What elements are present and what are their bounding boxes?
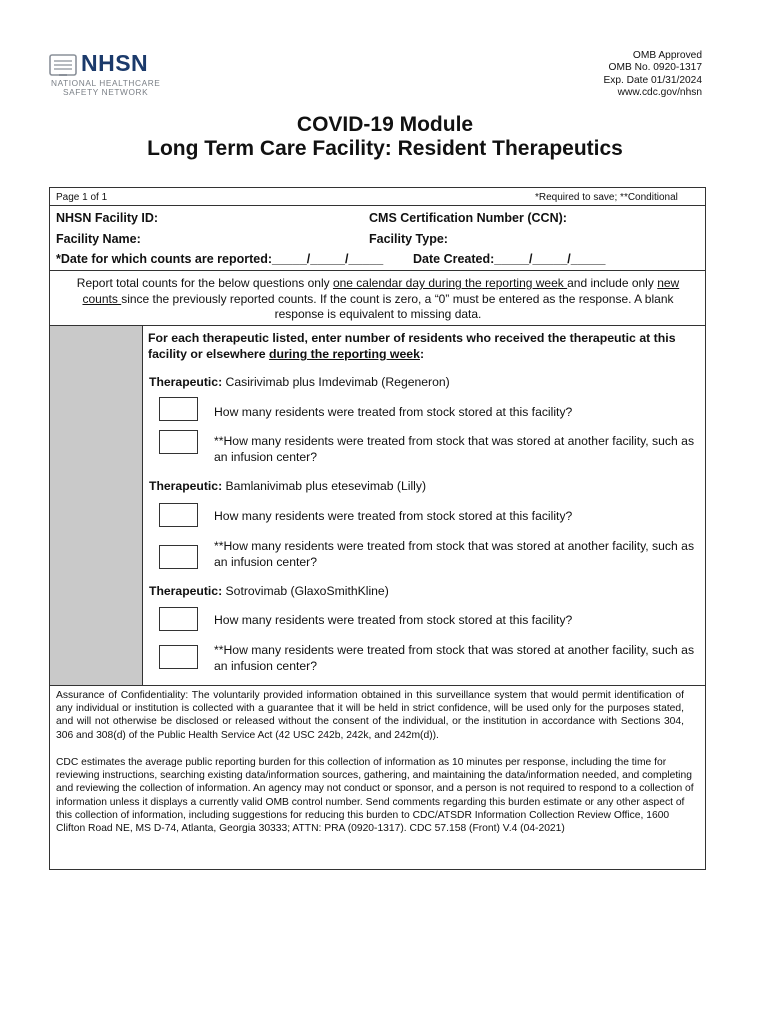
omb-number: OMB No. 0920-1317 bbox=[608, 62, 702, 74]
instructions-text: For each therapeutic listed, enter number of residents who received the therapeutic at this facility or elsewhere bbox=[148, 331, 676, 361]
question-other-facility: **How many residents were treated from stock that was stored at another facility, such as an infusion center? bbox=[214, 643, 695, 673]
count-input-box[interactable] bbox=[159, 503, 198, 527]
count-input-box[interactable] bbox=[159, 607, 198, 631]
date-reported-field[interactable]: *Date for which counts are reported:_____/_____/_____ bbox=[56, 252, 384, 266]
logo-wordmark: NHSN bbox=[81, 50, 149, 76]
divider bbox=[49, 270, 706, 271]
therapeutic-label: Therapeutic: bbox=[149, 584, 226, 598]
omb-info bbox=[603, 50, 702, 99]
question-other-facility: **How many residents were treated from stock that was stored at another facility, such as an infusion center? bbox=[214, 434, 695, 464]
omb-exp-date: Exp. Date 01/31/2024 bbox=[603, 74, 702, 86]
therapeutic-heading bbox=[149, 479, 426, 493]
question-local-stock: How many residents were treated from stock stored at this facility? bbox=[214, 509, 573, 523]
note-underlined: new counts bbox=[82, 276, 680, 306]
note-text: Report total counts for the below questions only bbox=[76, 276, 333, 290]
question-local-stock: How many residents were treated from stock stored at this facility? bbox=[214, 405, 573, 419]
therapeutic-heading bbox=[149, 375, 450, 389]
therapeutic-name: Sotrovimab (GlaxoSmithKline) bbox=[225, 584, 389, 598]
facility-type-field[interactable]: Facility Type: bbox=[369, 232, 448, 246]
facility-name-field[interactable]: Facility Name: bbox=[56, 232, 141, 246]
divider bbox=[49, 205, 706, 206]
omb-approved: OMB Approved bbox=[632, 50, 702, 61]
therapeutic-label: Therapeutic: bbox=[149, 479, 226, 493]
page-number: Page 1 of 1 bbox=[56, 192, 108, 203]
instructions-end: : bbox=[419, 347, 425, 361]
therapeutic-heading bbox=[149, 584, 389, 598]
note-text: since the previously reported counts. If the count is zero, a “0” must be entered as the response. A blank response is equivalent to missing data. bbox=[121, 291, 674, 321]
ccn-field[interactable]: CMS Certification Number (CCN): bbox=[369, 211, 567, 225]
date-created-field[interactable]: Date Created:_____/_____/_____ bbox=[413, 252, 606, 266]
count-input-box[interactable] bbox=[159, 645, 198, 669]
grey-margin-column bbox=[50, 326, 143, 685]
count-input-box[interactable] bbox=[159, 397, 198, 421]
therapeutic-label: Therapeutic: bbox=[149, 375, 226, 389]
nhsn-logo bbox=[49, 52, 179, 98]
omb-url[interactable]: www.cdc.gov/nhsn bbox=[617, 86, 702, 98]
therapeutic-name: Bamlanivimab plus etesevimab (Lilly) bbox=[225, 479, 427, 493]
question-local-stock: How many residents were treated from stock stored at this facility? bbox=[214, 613, 573, 627]
logo-subtitle-1: NATIONAL HEALTHCARE bbox=[51, 78, 161, 88]
form-subtitle: Long Term Care Facility: Resident Therapeutics bbox=[147, 137, 623, 160]
required-legend: *Required to save; **Conditional bbox=[535, 192, 678, 203]
form-title: COVID-19 Module bbox=[296, 113, 474, 136]
note-underlined: one calendar day during the reporting week bbox=[332, 276, 568, 290]
logo-subtitle-2: SAFETY NETWORK bbox=[63, 87, 149, 97]
note-text: and include only bbox=[567, 276, 658, 290]
reporting-note bbox=[60, 276, 696, 323]
count-input-box[interactable] bbox=[159, 545, 198, 569]
assurance-of-confidentiality: Assurance of Confidentiality: The voluntarily provided information obtained in this surveillance system that would permit identification of any individual or institution is collected with a guarantee that it will be held in strict confidence, will be used only for the purposes stated, and will not otherwise be disclosed or released without the consent of the individual, or the institution in accordance with Sections 304, 306 and 308(d) of the Public Health Service Act (42 USC 242b, 242k, and 242m(d)). bbox=[56, 690, 684, 741]
burden-statement: CDC estimates the average public reporting burden for this collection of information as 10 minutes per response, including the time for reviewing instructions, searching existing data/information sources, gathering, and maintaining the data/information needed, and completing and reviewing the collection of information. An agency may not conduct or sponsor, and a person is not required to respond to a collection of information unless it displays a currently valid OMB control number. Send comments regarding this burden estimate or any other aspect of this collection of information, including suggestions for reducing this burden to CDC/ATSDR Information Collection Review Office, 1600 Clifton Road NE, MS D-74, Atlanta, Georgia 30333; ATTN: PRA (0920-1317). CDC 57.158 (Front) V.4 (04-2021) bbox=[56, 757, 694, 835]
count-input-box[interactable] bbox=[159, 430, 198, 454]
network-logo-icon bbox=[49, 53, 77, 79]
question-other-facility: **How many residents were treated from stock that was stored at another facility, such as an infusion center? bbox=[214, 539, 695, 569]
facility-id-field[interactable]: NHSN Facility ID: bbox=[56, 211, 159, 225]
instructions-underlined: during the reporting week bbox=[268, 347, 420, 361]
divider bbox=[49, 325, 706, 326]
instructions bbox=[148, 330, 703, 362]
therapeutic-name: Casirivimab plus Imdevimab (Regeneron) bbox=[225, 375, 450, 389]
divider bbox=[49, 685, 706, 686]
